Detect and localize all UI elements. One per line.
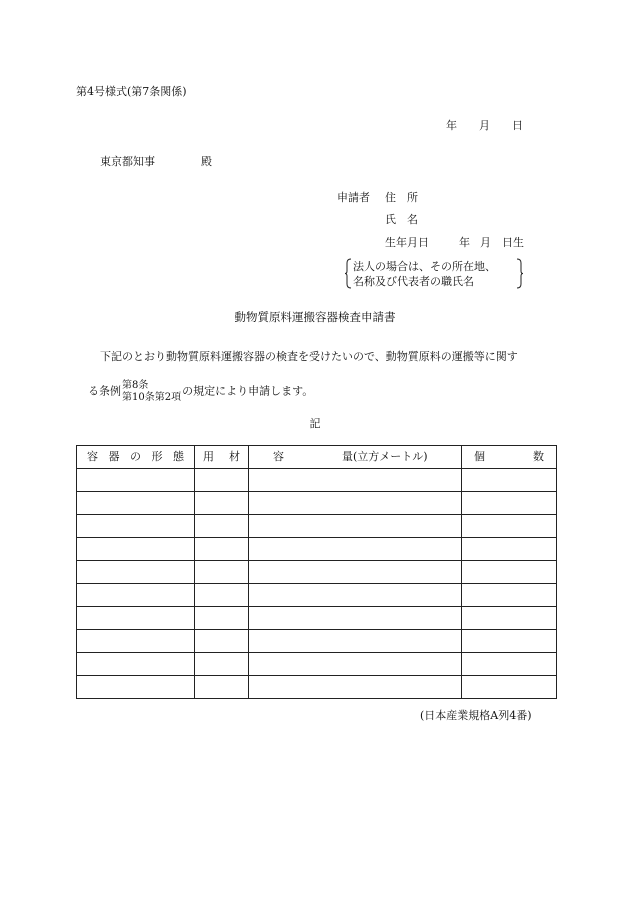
corporate-note-line2: 名称及び代表者の職氏名 bbox=[353, 275, 474, 288]
cell-material[interactable] bbox=[195, 653, 249, 676]
header-capacity bbox=[249, 446, 462, 469]
table-row bbox=[77, 469, 557, 492]
table-row bbox=[77, 653, 557, 676]
cell-capacity[interactable] bbox=[249, 492, 462, 515]
cell-container-form[interactable] bbox=[77, 607, 195, 630]
article-a: 第8条 bbox=[122, 380, 149, 391]
cell-container-form[interactable] bbox=[77, 630, 195, 653]
header-container-form bbox=[77, 446, 195, 469]
cell-count[interactable] bbox=[462, 561, 557, 584]
table-row bbox=[77, 630, 557, 653]
corporate-note-line1: 法人の場合は、その所在地、 bbox=[353, 260, 496, 273]
addressee bbox=[100, 156, 212, 167]
dob-month: 月 bbox=[480, 236, 491, 249]
cell-container-form[interactable] bbox=[77, 492, 195, 515]
cell-capacity[interactable] bbox=[249, 676, 462, 699]
cell-container-form[interactable] bbox=[77, 584, 195, 607]
header-char: の bbox=[130, 450, 141, 463]
cell-material[interactable] bbox=[195, 561, 249, 584]
dob-label: 生年月日 bbox=[385, 236, 429, 249]
table-row bbox=[77, 515, 557, 538]
applicant-label: 申請者 bbox=[337, 191, 370, 204]
table-row bbox=[77, 584, 557, 607]
table-row bbox=[77, 676, 557, 699]
cell-count[interactable] bbox=[462, 538, 557, 561]
cell-container-form[interactable] bbox=[77, 515, 195, 538]
cell-capacity[interactable] bbox=[249, 561, 462, 584]
date-year: 年 bbox=[446, 119, 457, 132]
cell-count[interactable] bbox=[462, 607, 557, 630]
cell-material[interactable] bbox=[195, 584, 249, 607]
form-number: 第4号様式(第7条関係) bbox=[76, 85, 187, 98]
article-b: 第10条第2項 bbox=[122, 391, 182, 403]
cell-count[interactable] bbox=[462, 584, 557, 607]
cell-material[interactable] bbox=[195, 607, 249, 630]
table-row bbox=[77, 492, 557, 515]
cell-count[interactable] bbox=[462, 630, 557, 653]
ki-heading: 記 bbox=[309, 417, 321, 430]
cell-capacity[interactable] bbox=[249, 584, 462, 607]
cell-container-form[interactable] bbox=[77, 538, 195, 561]
cell-capacity[interactable] bbox=[249, 538, 462, 561]
cell-container-form[interactable] bbox=[77, 653, 195, 676]
cell-capacity[interactable] bbox=[249, 630, 462, 653]
dob-year: 年 bbox=[459, 236, 470, 249]
date-month: 月 bbox=[479, 119, 490, 132]
cell-capacity[interactable] bbox=[249, 653, 462, 676]
container-table bbox=[76, 445, 557, 699]
cell-capacity[interactable] bbox=[249, 607, 462, 630]
header-char: 容 bbox=[273, 450, 284, 463]
cell-material[interactable] bbox=[195, 515, 249, 538]
header-char: 容 bbox=[87, 450, 98, 463]
cell-count[interactable] bbox=[462, 653, 557, 676]
name-label: 氏 名 bbox=[385, 213, 418, 226]
addressee-name: 東京都知事 bbox=[100, 155, 155, 168]
address-label: 住 所 bbox=[385, 191, 418, 204]
header-char: 材 bbox=[229, 450, 240, 463]
table-body bbox=[77, 469, 557, 699]
cell-material[interactable] bbox=[195, 469, 249, 492]
body-line-2 bbox=[88, 380, 313, 403]
paper-size-note: (日本産業規格A列4番) bbox=[420, 709, 532, 722]
date-field bbox=[446, 120, 523, 131]
dob-day: 日生 bbox=[502, 236, 524, 249]
cell-capacity[interactable] bbox=[249, 515, 462, 538]
article-choice bbox=[122, 380, 181, 403]
header-char: 数 bbox=[533, 450, 544, 463]
header-char: 量(立方メートル) bbox=[342, 450, 428, 463]
table-row bbox=[77, 561, 557, 584]
table-header-row bbox=[77, 446, 557, 469]
cell-material[interactable] bbox=[195, 630, 249, 653]
header-char: 態 bbox=[173, 450, 184, 463]
header-count bbox=[462, 446, 557, 469]
cell-material[interactable] bbox=[195, 676, 249, 699]
cell-capacity[interactable] bbox=[249, 469, 462, 492]
header-char: 個 bbox=[474, 450, 485, 463]
body-line-1: 下記のとおり動物質原料運搬容器の検査を受けたいので、動物質原料の運搬等に関す bbox=[100, 350, 518, 363]
header-char: 器 bbox=[108, 450, 120, 463]
cell-material[interactable] bbox=[195, 492, 249, 515]
cell-container-form[interactable] bbox=[77, 469, 195, 492]
cell-count[interactable] bbox=[462, 492, 557, 515]
table-row bbox=[77, 538, 557, 561]
document-title: 動物質原料運搬容器検査申請書 bbox=[234, 310, 396, 324]
body-line-2-prefix: る条例 bbox=[88, 384, 121, 398]
cell-count[interactable] bbox=[462, 469, 557, 492]
header-material bbox=[195, 446, 249, 469]
cell-material[interactable] bbox=[195, 538, 249, 561]
honorific: 殿 bbox=[201, 155, 212, 168]
cell-container-form[interactable] bbox=[77, 561, 195, 584]
header-char: 形 bbox=[151, 450, 163, 463]
cell-container-form[interactable] bbox=[77, 676, 195, 699]
body-line-2-suffix: の規定により申請します。 bbox=[182, 384, 314, 398]
cell-count[interactable] bbox=[462, 676, 557, 699]
cell-count[interactable] bbox=[462, 515, 557, 538]
corporate-note bbox=[344, 258, 524, 289]
table-row bbox=[77, 607, 557, 630]
header-char: 用 bbox=[203, 450, 214, 463]
date-day: 日 bbox=[512, 119, 523, 132]
